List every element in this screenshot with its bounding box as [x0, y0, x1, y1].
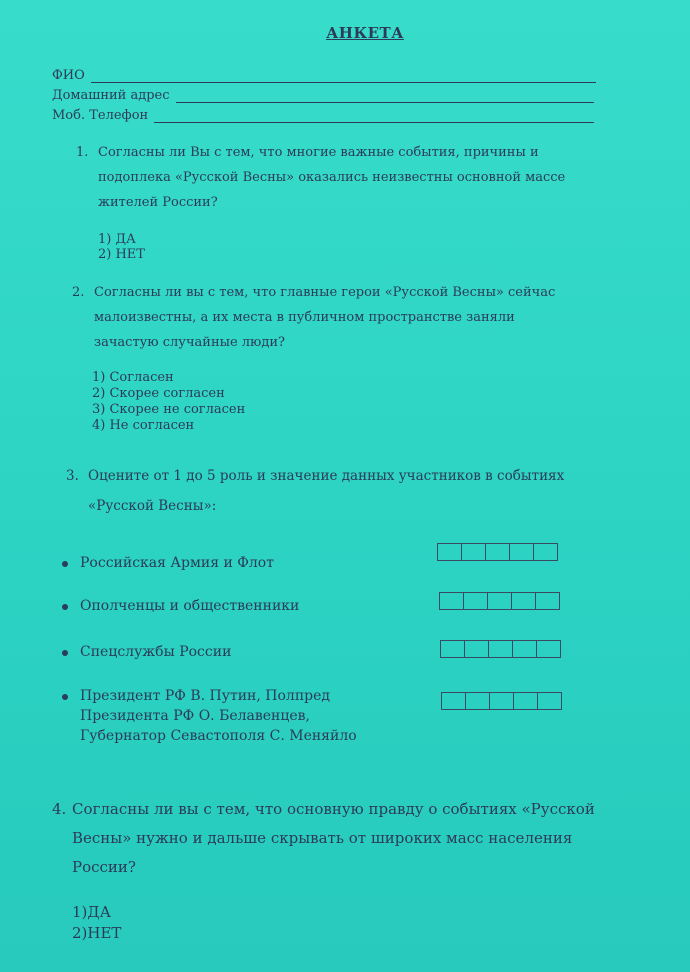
address-field-line[interactable]	[176, 90, 594, 103]
rating-box[interactable]	[465, 692, 490, 710]
question-4-option-2[interactable]: 2)НЕТ	[72, 924, 122, 942]
rating-box[interactable]	[441, 692, 466, 710]
question-2-option-4[interactable]: 4) Не согласен	[92, 418, 195, 433]
rating-box[interactable]	[511, 592, 536, 610]
rating-box[interactable]	[513, 692, 538, 710]
question-1-text-line-1: Согласны ли Вы с тем, что многие важные события, причины и	[98, 145, 539, 160]
name-field[interactable]	[52, 68, 596, 83]
rating-box[interactable]	[487, 592, 512, 610]
question-2-option-1[interactable]: 1) Согласен	[92, 370, 174, 385]
phone-field[interactable]	[52, 108, 594, 123]
question-2-option-3[interactable]: 3) Скорее не согласен	[92, 402, 246, 417]
question-4-text-line-3: России?	[72, 858, 136, 876]
question-3	[66, 461, 676, 521]
rating-box[interactable]	[440, 640, 465, 658]
participant-4	[62, 686, 357, 746]
participant-4-label-line-3: Губернатор Севастополя С. Меняйло	[80, 728, 357, 744]
question-3-text-line-2: «Русской Весны»:	[88, 498, 217, 514]
participant-1	[62, 553, 274, 573]
participant-4-rating-boxes	[442, 692, 562, 710]
rating-box[interactable]	[536, 640, 561, 658]
bullet-icon	[62, 650, 68, 656]
rating-box[interactable]	[509, 543, 534, 561]
participant-1-rating-boxes	[438, 543, 558, 561]
rating-box[interactable]	[439, 592, 464, 610]
bullet-icon	[62, 604, 68, 610]
question-2-number: 2.	[72, 285, 85, 300]
participant-3-label: Спецслужбы России	[80, 644, 232, 660]
question-2-text-line-2: малоизвестны, а их места в публичном пространстве заняли	[94, 310, 515, 325]
participant-2	[62, 596, 299, 616]
participant-1-label: Российская Армия и Флот	[80, 555, 274, 571]
question-4	[52, 795, 672, 882]
participant-3	[62, 642, 231, 662]
question-2-options	[92, 370, 245, 434]
question-1-option-2[interactable]: 2) НЕТ	[98, 247, 145, 262]
phone-field-line[interactable]	[154, 110, 594, 123]
rating-box[interactable]	[463, 592, 488, 610]
question-1-options	[98, 232, 145, 262]
rating-box[interactable]	[512, 640, 537, 658]
question-1-text-line-2: подоплека «Русской Весны» оказались неизвестны основной массе	[98, 170, 566, 185]
phone-field-label: Моб. Телефон	[52, 108, 149, 123]
rating-box[interactable]	[489, 692, 514, 710]
participant-4-label	[80, 686, 357, 746]
question-4-text-line-2: Весны» нужно и дальше скрывать от широких масс населения	[72, 829, 573, 847]
rating-box[interactable]	[488, 640, 513, 658]
participant-4-label-line-1: Президент РФ В. Путин, Полпред	[80, 688, 331, 704]
participant-2-label: Ополченцы и общественники	[80, 598, 300, 614]
question-1-option-1[interactable]: 1) ДА	[98, 232, 136, 247]
question-4-text-line-1: Согласны ли вы с тем, что основную правду о событиях «Русской	[72, 800, 595, 818]
name-field-line[interactable]	[91, 70, 596, 83]
rating-box[interactable]	[461, 543, 486, 561]
question-3-text-line-1: Оцените от 1 до 5 роль и значение данных участников в событиях	[88, 468, 565, 484]
address-field-label: Домашний адрес	[52, 88, 170, 103]
rating-box[interactable]	[437, 543, 462, 561]
participant-2-rating-boxes	[440, 592, 560, 610]
document-title: АНКЕТА	[326, 24, 404, 42]
question-4-option-1[interactable]: 1)ДА	[72, 903, 111, 921]
rating-box[interactable]	[485, 543, 510, 561]
question-1-number: 1.	[76, 145, 89, 160]
question-1-text-line-3: жителей России?	[98, 195, 218, 210]
participant-3-rating-boxes	[441, 640, 561, 658]
question-3-number: 3.	[66, 468, 79, 484]
question-1	[76, 140, 666, 215]
participant-4-label-line-2: Президента РФ О. Белавенцев,	[80, 708, 311, 724]
rating-box[interactable]	[533, 543, 558, 561]
question-2-option-2[interactable]: 2) Скорее согласен	[92, 386, 225, 401]
question-4-options	[72, 902, 121, 944]
rating-box[interactable]	[535, 592, 560, 610]
question-4-number: 4.	[52, 800, 67, 818]
question-2-text-line-1: Согласны ли вы с тем, что главные герои «Русской Весны» сейчас	[94, 285, 556, 300]
address-field[interactable]	[52, 88, 594, 103]
question-2	[72, 280, 672, 355]
question-2-text-line-3: зачастую случайные люди?	[94, 335, 286, 350]
rating-box[interactable]	[464, 640, 489, 658]
name-field-label: ФИО	[52, 68, 85, 83]
bullet-icon	[62, 561, 68, 567]
bullet-icon	[62, 694, 68, 700]
rating-box[interactable]	[537, 692, 562, 710]
